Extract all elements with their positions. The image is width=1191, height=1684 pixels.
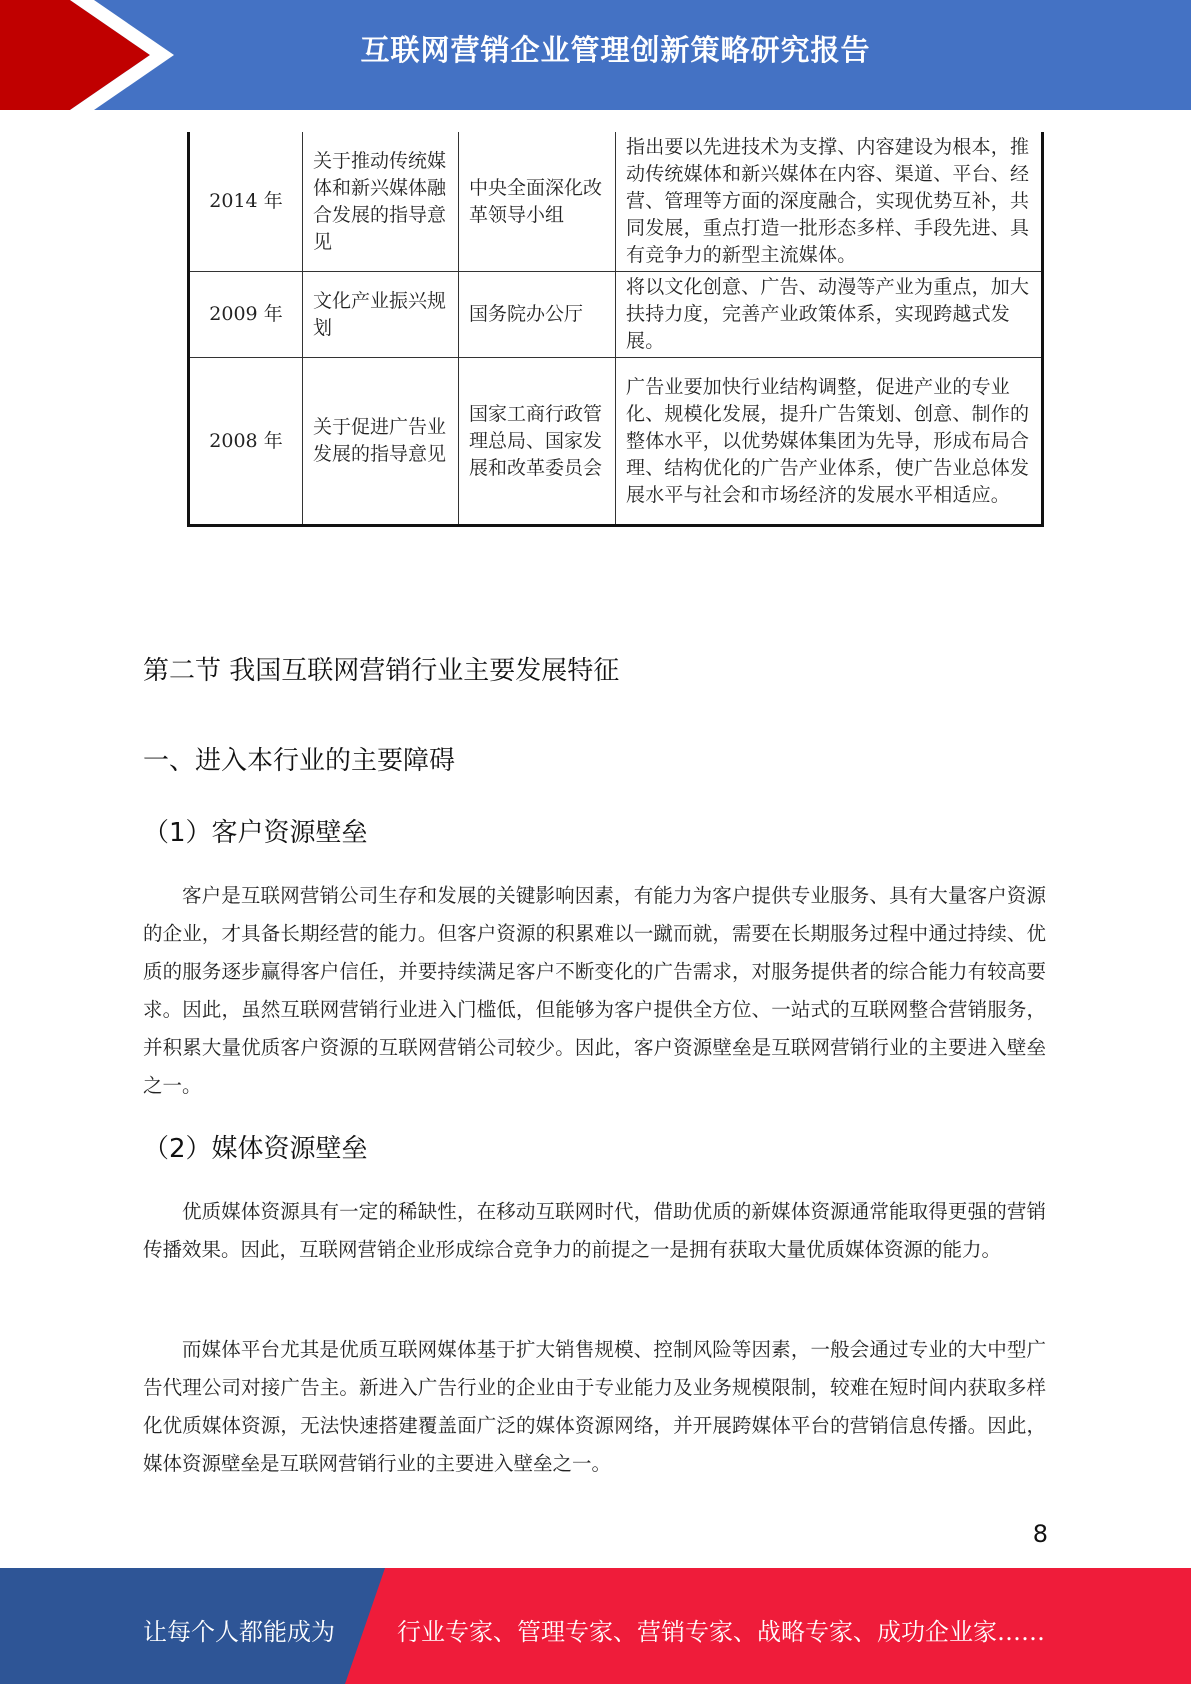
policy-organization: 国家工商行政管理总局、国家发展和改革委员会	[459, 358, 616, 526]
customer-barrier-heading: （1）客户资源壁垒	[143, 818, 368, 848]
page-footer	[0, 1568, 1191, 1684]
table-row	[189, 358, 1043, 526]
policy-year: 2008 年	[189, 358, 303, 526]
page-header	[0, 0, 1191, 110]
policy-name: 关于促进广告业发展的指导意见	[303, 358, 459, 526]
policy-description: 将以文化创意、广告、动漫等产业为重点，加大扶持力度，完善产业政策体系，实现跨越式发展。	[616, 272, 1043, 358]
table-row	[189, 132, 1043, 272]
policy-organization: 中央全面深化改革领导小组	[459, 132, 616, 272]
table-row	[189, 272, 1043, 358]
policy-name: 文化产业振兴规划	[303, 272, 459, 358]
media-barrier-paragraph-2: 而媒体平台尤其是优质互联网媒体基于扩大销售规模、控制风险等因素，一般会通过专业的大中型广告代理公司对接广告主。新进入广告行业的企业由于专业能力及业务规模限制，较难在短时间内获取多样化优质媒体资源，无法快速搭建覆盖面广泛的媒体资源网络，并开展跨媒体平台的营销信息传播。因此，媒体资源壁垒是互联网营销行业的主要进入壁垒之一。	[143, 1338, 1046, 1475]
media-barrier-heading: （2）媒体资源壁垒	[143, 1134, 368, 1164]
page-number: 8	[1032, 1520, 1048, 1548]
media-barrier-paragraph-1: 优质媒体资源具有一定的稀缺性，在移动互联网时代，借助优质的新媒体资源通常能取得更强的营销传播效果。因此，互联网营销企业形成综合竞争力的前提之一是拥有获取大量优质媒体资源的能力。	[143, 1200, 1046, 1261]
customer-barrier-paragraph: 客户是互联网营销公司生存和发展的关键影响因素，有能力为客户提供专业服务、具有大量客户资源的企业，才具备长期经营的能力。但客户资源的积累难以一蹴而就，需要在长期服务过程中通过持续、优质的服务逐步赢得客户信任，并要持续满足客户不断变化的广告需求，对服务提供者的综合能力有较高要求。因此，虽然互联网营销行业进入门槛低，但能够为客户提供全方位、一站式的互联网整合营销服务，并积累大量优质客户资源的互联网营销公司较少。因此，客户资源壁垒是互联网营销行业的主要进入壁垒之一。	[143, 884, 1046, 1097]
footer-slogan-right: 行业专家、管理专家、营销专家、战略专家、成功企业家……	[397, 1618, 1045, 1646]
policy-description: 广告业要加快行业结构调整，促进产业的专业化、规模化发展，提升广告策划、创意、制作的整体水平，以优势媒体集团为先导，形成布局合理、结构优化的广告产业体系，使广告业总体发展水平与社会和市场经济的发展水平相适应。	[616, 358, 1043, 526]
section-title: 第二节 我国互联网营销行业主要发展特征	[143, 656, 620, 686]
subsection-title: 一、进入本行业的主要障碍	[143, 746, 456, 776]
policy-organization: 国务院办公厅	[459, 272, 616, 358]
policy-year: 2014 年	[189, 132, 303, 272]
policy-year: 2009 年	[189, 272, 303, 358]
policy-table	[187, 132, 1044, 527]
policy-description: 指出要以先进技术为支撑、内容建设为根本，推动传统媒体和新兴媒体在内容、渠道、平台、经营、管理等方面的深度融合，实现优势互补，共同发展，重点打造一批形态多样、手段先进、具有竞争力的新型主流媒体。	[616, 132, 1043, 272]
report-title: 互联网营销企业管理创新策略研究报告	[360, 33, 871, 67]
policy-name: 关于推动传统媒体和新兴媒体融合发展的指导意见	[303, 132, 459, 272]
footer-slogan-left: 让每个人都能成为	[143, 1618, 335, 1646]
